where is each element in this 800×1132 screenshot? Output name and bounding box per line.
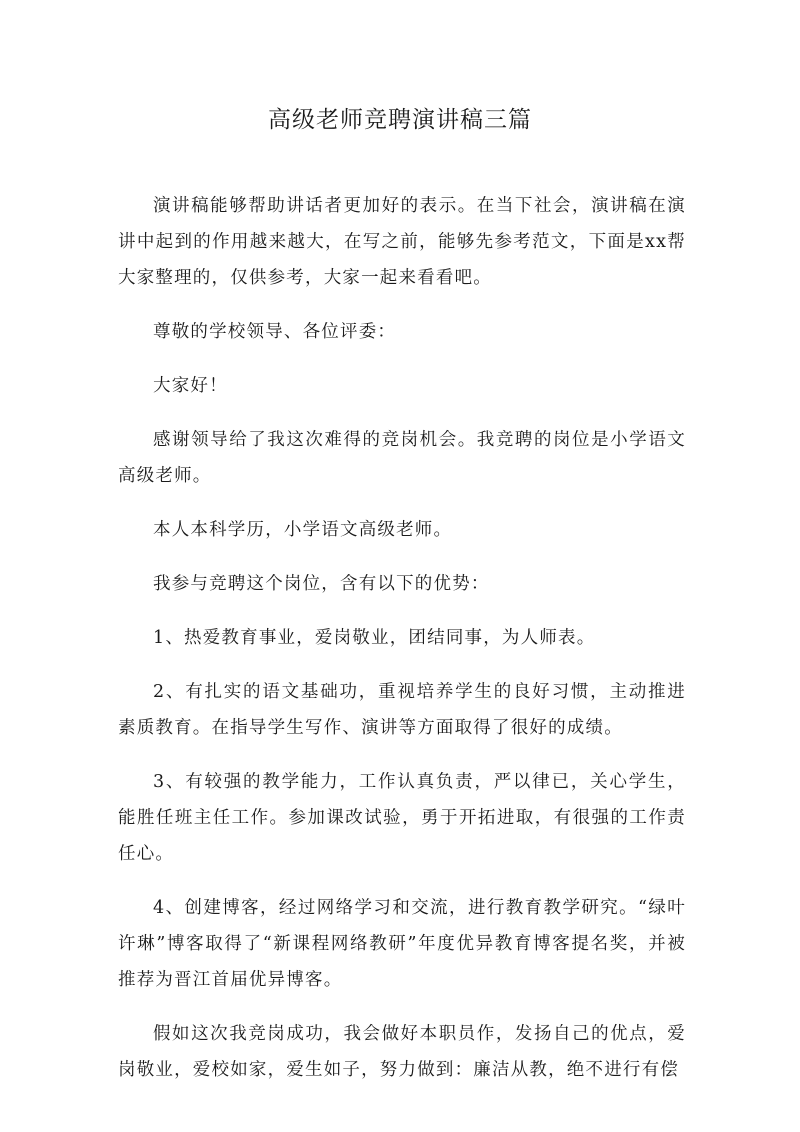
paragraph-advantage-2: 2、有扎实的语文基础功，重视培养学生的良好习惯，主动推进素质教育。在指导学生写作、演讲等方面取得了很好的成绩。 <box>118 682 686 738</box>
document-body <box>118 188 686 1106</box>
paragraph-education: 本人本科学历，小学语文高级老师。 <box>153 520 453 540</box>
paragraph-salutation: 尊敬的学校领导、各位评委： <box>153 322 397 342</box>
paragraph-intro: 演讲稿能够帮助讲话者更加好的表示。在当下社会，演讲稿在演讲中起到的作用越来越大，在写之前，能够先参考范文，下面是xx帮大家整理的，仅供参考，大家一起来看看吧。 <box>118 196 686 288</box>
paragraph-greeting: 大家好！ <box>153 376 228 396</box>
document-title: 高级老师竞聘演讲稿三篇 <box>268 107 532 133</box>
paragraph-advantages-intro: 我参与竞聘这个岗位，含有以下的优势： <box>153 574 490 594</box>
paragraph-commitment: 假如这次我竞岗成功，我会做好本职员作，发扬自己的优点，爱岗敬业，爱校如家，爱生如子，努力做到：廉洁从教，绝不进行有偿 <box>118 1024 686 1080</box>
paragraph-advantage-1: 1、热爱教育事业，爱岗敬业，团结同事，为人师表。 <box>153 628 596 648</box>
paragraph-advantage-4: 4、创建博客，经过网络学习和交流，进行教育教学研究。“绿叶许琳”博客取得了“新课程网络教研”年度优异教育博客提名奖，并被推荐为晋江首届优异博客。 <box>118 898 686 990</box>
paragraph-advantage-3: 3、有较强的教学能力，工作认真负责，严以律已，关心学生，能胜任班主任工作。参加课改试验，勇于开拓进取，有很强的工作责任心。 <box>118 772 686 864</box>
paragraph-thanks: 感谢领导给了我这次难得的竞岗机会。我竞聘的岗位是小学语文高级老师。 <box>118 430 686 486</box>
